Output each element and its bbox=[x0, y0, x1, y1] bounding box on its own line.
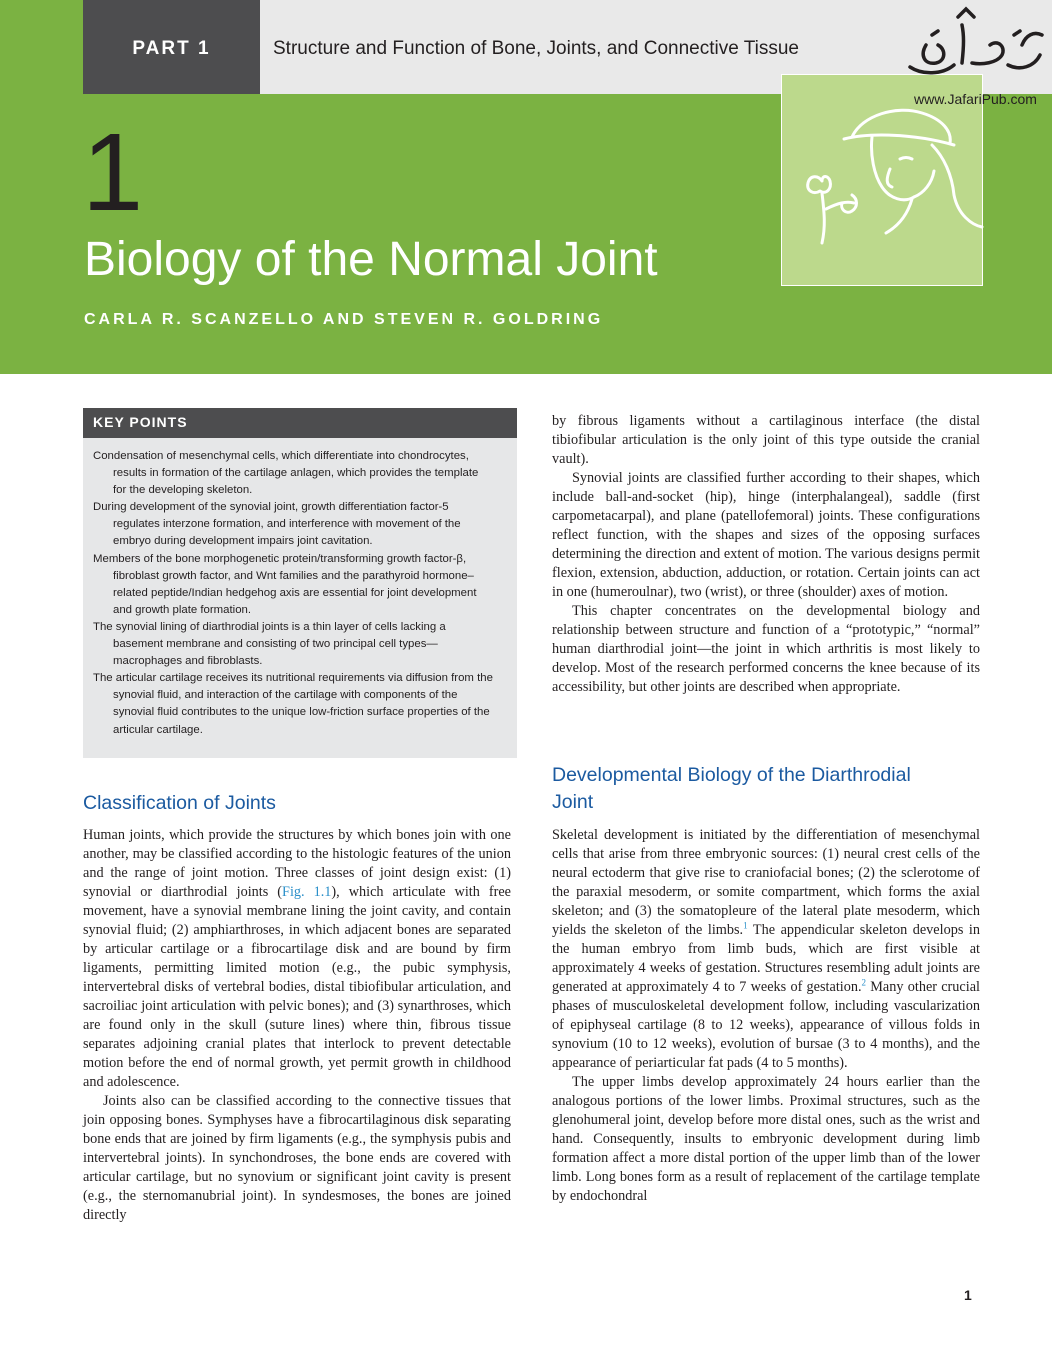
watermark-url: www.JafariPub.com bbox=[914, 91, 1037, 107]
page-number: 1 bbox=[964, 1287, 972, 1303]
paragraph-text: Many other crucial phases of musculoskeletal development follow, including vascularization of epiphyseal cartilage (8 to 12 weeks), appearance of villous folds in synovium (10 to 12 weeks), evolution of bursae (3 to 4 months), and the appearance of periarticular fat pads (4 to 5 months). bbox=[552, 979, 980, 1071]
section-heading-developmental: Developmental Biology of the Diarthrodial Joint bbox=[552, 764, 911, 813]
citation-reference-link[interactable]: 2 bbox=[861, 977, 867, 988]
key-point-item: The synovial lining of diarthrodial joints is a thin layer of cells lacking a basement membrane and consisting of two principal cell types—macrophages and fibroblasts. bbox=[93, 620, 446, 668]
key-point-item: Members of the bone morphogenetic protein/transforming growth factor-β, fibroblast growth factor, and Wnt families and the parathyroid hormone–related peptide/Indian hedgehog axis are essential for joint development and growth plate formation. bbox=[93, 552, 477, 616]
right-column-bottom bbox=[552, 826, 980, 1206]
paragraph-text: Skeletal development is initiated by the differentiation of mesenchymal cells that arise from three embryonic sources: (1) neural crest cells of the neural ectoderm that give rise to craniofacial bones; (2) the sclerotome of the paraxial mesoderm, or somite compartment, which forms the axial skeleton; and (3) the somatopleure of the lateral plate mesoderm, which yields the skeleton of the limbs. bbox=[552, 827, 980, 938]
chapter-authors: CARLA R. SCANZELLO AND STEVEN R. GOLDRING bbox=[84, 311, 604, 328]
key-points-header bbox=[83, 408, 517, 438]
part-label: PART 1 bbox=[132, 38, 211, 59]
key-points-box bbox=[83, 408, 517, 758]
part-label-box bbox=[83, 0, 260, 94]
body-paragraph: This chapter concentrates on the developmental biology and relationship between structure and function of a “prototypic,” “normal” human diarthrodial joint—the joint in which arthritis is most likely to develop. Most of the research performed concerns the knee because of its accessibility, but other joints are described when appropriate. bbox=[552, 603, 980, 695]
jafaripub-calligraphy-logo-icon bbox=[902, 5, 1047, 85]
key-point-item: Condensation of mesenchymal cells, which differentiate into chondrocytes, results in formation of the cartilage anlagen, which provides the template for the developing skeleton. bbox=[93, 450, 479, 497]
body-paragraph bbox=[552, 826, 980, 1073]
paragraph-text: The appendicular skeleton develops in the human embryo from limb buds, which are first visible at approximately 4 weeks of gestation. Structures resembling adult joints are generated at approximately 4 to 7 weeks of gestation. bbox=[552, 922, 981, 995]
body-paragraph: by fibrous ligaments without a cartilaginous interface (the distal tibiofibular articulation is the only joint of this type outside the cranial vault). bbox=[552, 413, 980, 467]
key-point-item: The articular cartilage receives its nutritional requirements via diffusion from the synovial fluid, and interaction of the cartilage with components of the synovial fluid contributes to the unique low-friction surface properties of the articular cartilage. bbox=[93, 672, 493, 736]
key-point-item: During development of the synovial joint, growth differentiation factor-5 regulates interzone formation, and interference with movement of the embryo during development impairs joint cavitation. bbox=[93, 501, 461, 548]
paragraph-text: Human joints, which provide the structures by which bones join with one another, may be classified according to the histologic features of the union and the range of joint motion. Three classes of joint design exist: (1) synovial or diarthrodial joints ( bbox=[83, 827, 511, 900]
body-paragraph: The upper limbs develop approximately 24 hours earlier than the analogous portions of the lower limbs. Proximal structures, such as the glenohumeral joint, develop before more distal ones, such as the wrist and hand. Consequently, insults to embryonic development during limb formation affect a more distal portion of the upper limb than of the lower limb. Long bones form as a result of replacement of the cartilage template by endochondral bbox=[552, 1074, 980, 1204]
body-paragraph: Joints also can be classified according to the connective tissues that join opposing bones. Symphyses have a fibrocartilaginous disk separating bone ends that are joined by firm ligaments (e.g., the symphysis pubis and intervertebral joints). In synchondroses, the bone ends are covered with articular cartilage, but no synovium or significant joint cavity is present (e.g., the sternomanubrial joint). In syndesmoses, the bones are joined directly bbox=[83, 1093, 511, 1223]
key-points-list bbox=[93, 448, 493, 739]
section-heading-classification: Classification of Joints bbox=[83, 792, 276, 814]
right-column-top bbox=[552, 412, 980, 697]
figure-reference-link[interactable]: Fig. 1.1 bbox=[282, 884, 332, 900]
chapter-title: Biology of the Normal Joint bbox=[84, 233, 658, 286]
body-paragraph bbox=[83, 826, 511, 1092]
key-points-title: KEY POINTS bbox=[93, 414, 188, 430]
citation-reference-link[interactable]: 1 bbox=[743, 920, 748, 931]
part-title: Structure and Function of Bone, Joints, and Connective Tissue bbox=[273, 38, 799, 59]
left-column bbox=[83, 826, 511, 1225]
chapter-number: 1 bbox=[82, 111, 144, 234]
body-paragraph: Synovial joints are classified further according to their shapes, which include ball-and-socket (hip), hinge (interphalangeal), saddle (first carpometacarpal), and plane (patellofemoral) joints. These configurations reflect function, with the shapes and sizes of the opposing surfaces determining the direction and extent of motion. The various designs permit flexion, extension, abduction, adduction, or rotation. Certain joints can act in one (humeroulnar), two (wrist), or three (shoulder) axes of motion. bbox=[552, 470, 980, 600]
paragraph-text: ), which articulate with free movement, have a synovial membrane lining the joint cavity, and contain synovial fluid; (2) amphiarthroses, in which adjacent bones are separated by articular cartilage or a fibrocartilage disk and are bound by firm ligaments, permitting limited motion (e.g., the pubic symphysis, intervertebral disks of vertebral bodies, distal tibiofibular articulation, and sacroiliac joint articulation with pelvic bones); and (3) synarthroses, which are found only in the skull (suture lines) where thin, fibrous tissue separates adjoining cranial plates that interlock to prevent detectable motion before the end of normal growth, yet permit growth in childhood and adolescence. bbox=[83, 884, 512, 1090]
